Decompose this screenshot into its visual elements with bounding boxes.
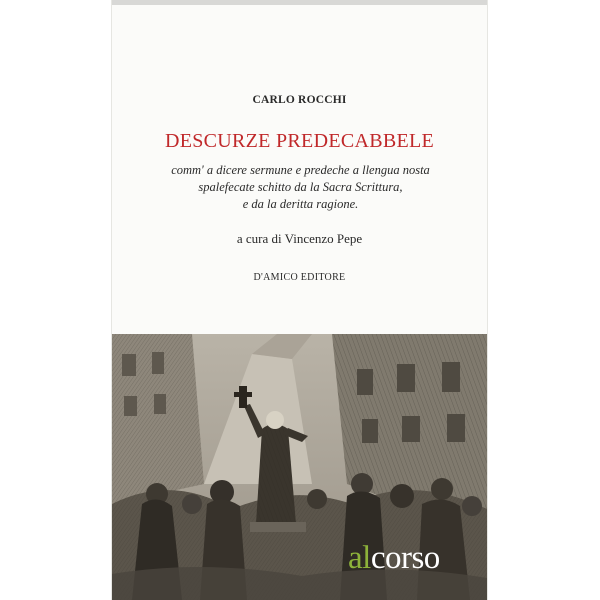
series-imprint-logo [348, 538, 440, 578]
cover-top-strip [112, 0, 487, 5]
series-name: corso [370, 540, 440, 576]
book-cover[interactable] [111, 0, 488, 600]
subtitle-line: e da la deritta ragione. [242, 197, 359, 211]
publisher-name: D'AMICO EDITORE [253, 272, 346, 283]
editor-credit: a cura di Vincenzo Pepe [236, 231, 363, 246]
series-prefix: al [348, 540, 371, 576]
book-subtitle [132, 162, 469, 213]
author-name: CARLO ROCCHI [252, 94, 347, 106]
book-title: DESCURZE PREDECABBELE [164, 130, 435, 152]
subtitle-line: spalefecate schitto da la Sacra Scrittura, [198, 180, 403, 194]
subtitle-line: comm' a dicere sermune e predeche a llengua nosta [171, 163, 430, 177]
